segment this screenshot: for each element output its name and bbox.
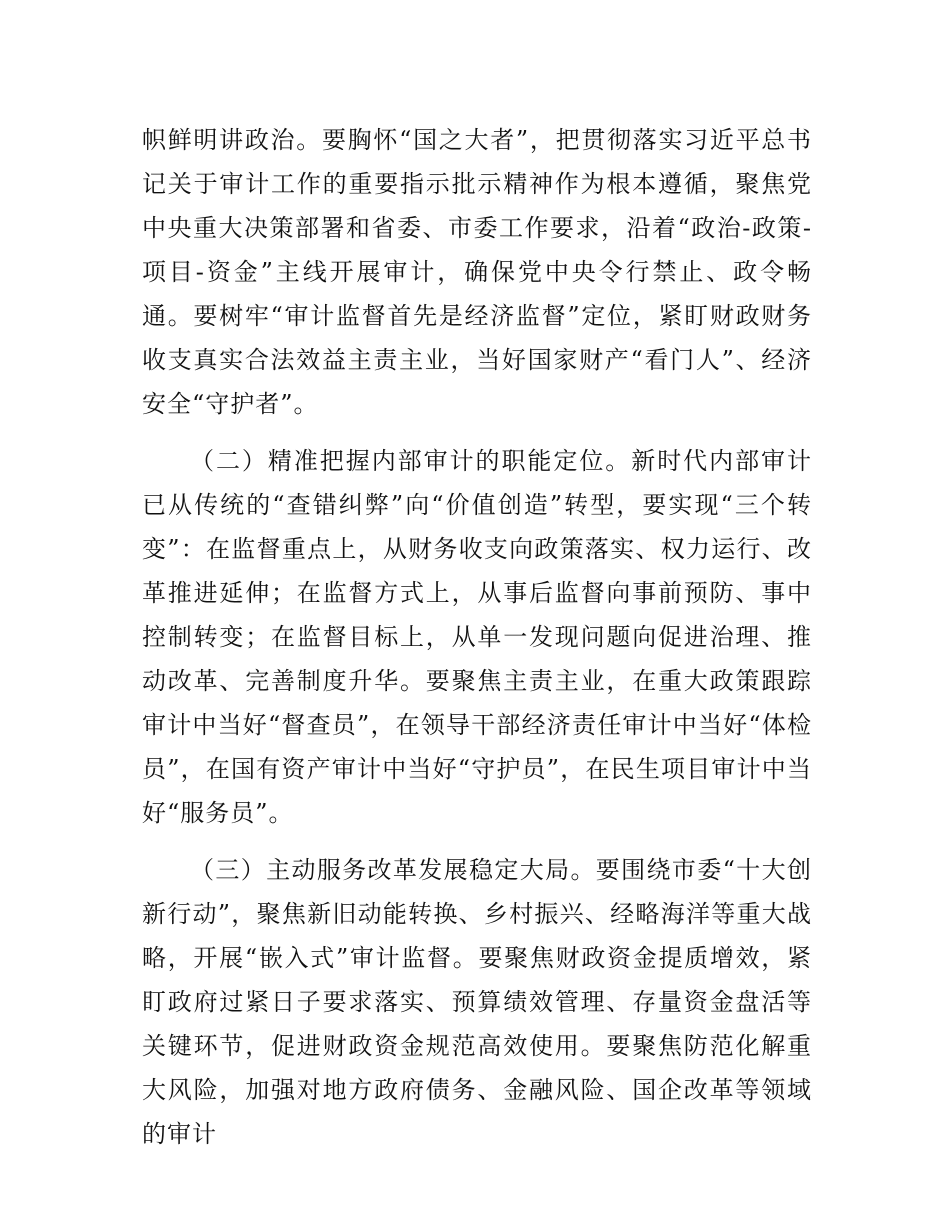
paragraph-section-3: （三）主动服务改革发展稳定大局。要围绕市委“十大创新行动”，聚焦新旧动能转换、乡村振兴、经略海洋等重大战略，开展“嵌入式”审计监督。要聚焦财政资金提质增效，紧盯政府过紧日子要求落实、预算绩效管理、存量资金盘活等关键环节，促进财政资金规范高效使用。要聚焦防范化解重大风险，加强对地方政府债务、金融风险、国企改革等领域的审计 xyxy=(142,856,812,1148)
paragraph-section-2: （二）精准把握内部审计的职能定位。新时代内部审计已从传统的“查错纠弊”向“价值创造”转型，要实现“三个转变”：在监督重点上，从财务收支向政策落实、权力运行、改革推进延伸；在监督方式上，从事后监督向事前预防、事中控制转变；在监督目标上，从单一发现问题向促进治理、推动改革、完善制度升华。要聚焦主责主业，在重大政策跟踪审计中当好“督查员”，在领导干部经济责任审计中当好“体检员”，在国有资产审计中当好“守护员”，在民生项目审计中当好“服务员”。 xyxy=(142,447,812,827)
paragraph-continuation: 帜鲜明讲政治。要胸怀“国之大者”，把贯彻落实习近平总书记关于审计工作的重要指示批示精神作为根本遵循，聚焦党中央重大决策部署和省委、市委工作要求，沿着“政治-政策-项目-资金”主线开展审计，确保党中央令行禁止、政令畅通。要树牢“审计监督首先是经济监督”定位，紧盯财政财务收支真实合法效益主责主业，当好国家财产“看门人”、经济安全“守护者”。 xyxy=(142,126,812,418)
document-body xyxy=(142,118,812,1156)
